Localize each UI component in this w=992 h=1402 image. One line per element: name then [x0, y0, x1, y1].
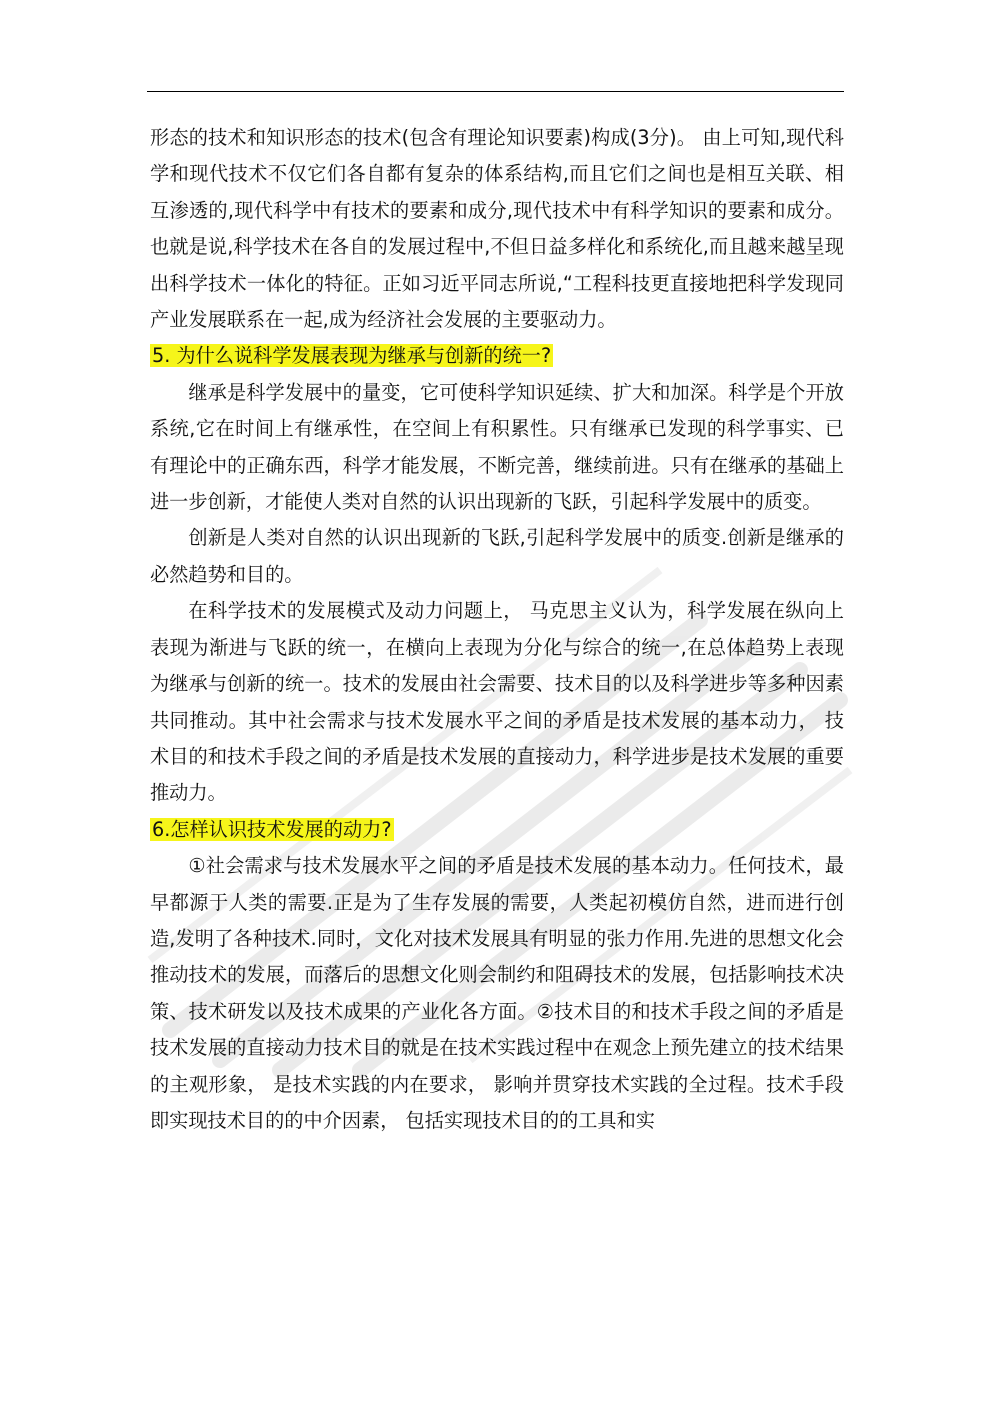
paragraph-1: 形态的技术和知识形态的技术(包含有理论知识要素)构成(3分)。 由上可知,现代科学和现代技术不仅它们各自都有复杂的体系结构,而且它们之间也是相互关联、相互渗透的,现代科学中有技术的要素和成分,现代技术中有科学知识的要素和成分。也就是说,科学技术在各自的发展过程中,不但日益多样化和系统化,而且越来越呈现出科学技术一体化的特征。正如习近平同志所说,“工程科技更直接地把科学发现同产业发展联系在一起,成为经济社会发展的主要驱动力。: [150, 126, 844, 332]
document-body: [150, 120, 844, 1139]
question-6-heading: [150, 812, 844, 848]
paragraph-4: 在科学技术的发展模式及动力问题上， 马克思主义认为，科学发展在纵向上表现为渐进与飞跃的统一，在横向上表现为分化与综合的统一,在总体趋势上表现为继承与创新的统一。技术的发展由社会需要、技术目的以及科学进步等多种因素共同推动。其中社会需求与技术发展水平之间的矛盾是技术发展的基本动力， 技术目的和技术手段之间的矛盾是技术发展的直接动力，科学进步是技术发展的重要推动力。: [150, 599, 844, 805]
question-5-heading: [150, 338, 844, 374]
header-rule: [147, 91, 844, 92]
paragraph-3: 创新是人类对自然的认识出现新的飞跃,引起科学发展中的质变.创新是继承的必然趋势和目的。: [150, 526, 844, 586]
paragraph-2: 继承是科学发展中的量变，它可使科学知识延续、扩大和加深。科学是个开放系统,它在时间上有继承性，在空间上有积累性。只有继承已发现的科学事实、已有理论中的正确东西，科学才能发展，不断完善，继续前进。只有在继承的基础上进一步创新，才能使人类对自然的认识出现新的飞跃，引起科学发展中的质变。: [150, 380, 844, 514]
paragraph-5: ①社会需求与技术发展水平之间的矛盾是技术发展的基本动力。任何技术，最早都源于人类的需要.正是为了生存发展的需要，人类起初模仿自然，进而进行创造,发明了各种技术.同时，文化对技术发展具有明显的张力作用.先进的思想文化会推动技术的发展，而落后的思想文化则会制约和阻碍技术的发展，包括影响技术决策、技术研发以及技术成果的产业化各方面。②技术目的和技术手段之间的矛盾是技术发展的直接动力技术目的就是在技术实践过程中在观念上预先建立的技术结果的主观形象， 是技术实践的内在要求， 影响并贯穿技术实践的全过程。技术手段即实现技术目的的中介因素， 包括实现技术目的的工具和实: [150, 854, 844, 1132]
highlighted-question: 5. 为什么说科学发展表现为继承与创新的统一?: [152, 344, 552, 368]
highlighted-question: 6.怎样认识技术发展的动力?: [152, 817, 392, 841]
